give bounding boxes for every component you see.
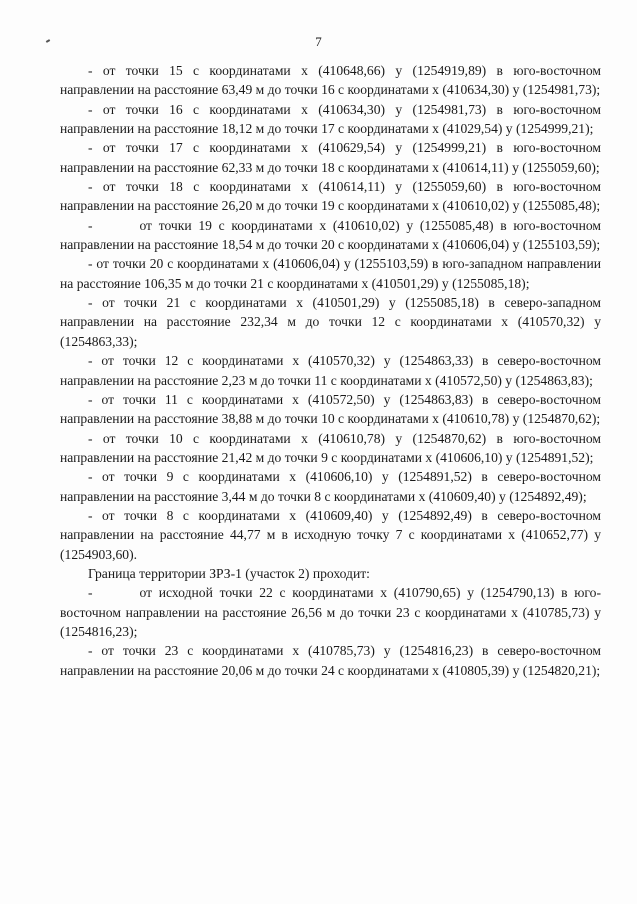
- paragraph-segment-9-8: - от точки 9 с координатами х (410606,10) у (1254891,52) в северо-восточном направлении на расстояние 3,44 м до точки 8 с координатами х (410609,40) у (1254892,49);: [60, 469, 601, 504]
- paragraph-segment-23-24: - от точки 23 с координатами х (410785,73) у (1254816,23) в северо-восточном направлении на расстояние 20,06 м до точки 24 с координатами х (410805,39) у (1254820,21);: [60, 643, 601, 678]
- paragraph-segment-15-16: - от точки 15 с координатами х (410648,66) у (1254919,89) в юго-восточном направлении на расстояние 63,49 м до точки 16 с координатами х (410634,30) у (1254981,73);: [60, 63, 601, 98]
- paragraph-segment-16-17: - от точки 16 с координатами х (410634,30) у (1254981,73) в юго-восточном направлении на расстояние 18,12 м до точки 17 с координатами х (41029,54) у (1254999,21);: [60, 101, 601, 137]
- document-body: [60, 61, 601, 680]
- paragraph-segment-21-12: - от точки 21 с координатами х (410501,29) у (1255085,18) в северо-западном направлении на расстояние 232,34 м до точки 12 с координатами х (410570,32) у (1254863,33);: [60, 295, 601, 349]
- paragraph-segment-20-21: - от точки 20 с координатами х (410606,04) у (1255103,59) в юго-западном направлении на расстояние 106,35 м до точки 21 с координатами х (410501,29) у (1255085,18);: [60, 256, 601, 291]
- page-number: 7: [315, 34, 322, 49]
- section-heading-zrz1-plot2: Граница территории ЗРЗ-1 (участок 2) проходит:: [88, 565, 370, 581]
- paragraph-segment-19-20: - от точки 19 с координатами х (410610,02) у (1255085,48) в юго-восточном направлении на расстояние 18,54 м до точки 20 с координатами х (410606,04) у (1255103,59);: [60, 217, 601, 253]
- paragraph-segment-10-9: - от точки 10 с координатами х (410610,78) у (1254870,62) в юго-восточном направлении на расстояние 21,42 м до точки 9 с координатами х (410606,10) у (1254891,52);: [60, 430, 601, 465]
- paragraph-segment-8-7: - от точки 8 с координатами х (410609,40) у (1254892,49) в северо-восточном направлении на расстояние 44,77 м в исходную точку 7 с координатами х (410652,77) у (1254903,60).: [60, 507, 601, 562]
- paragraph-segment-17-18: - от точки 17 с координатами х (410629,54) у (1254999,21) в юго-восточном направлении на расстояние 62,33 м до точки 18 с координатами х (410614,11) у (1255059,60);: [60, 140, 601, 175]
- paragraph-segment-18-19: - от точки 18 с координатами х (410614,11) у (1255059,60) в юго-восточном направлении на расстояние 26,20 м до точки 19 с координатами х (410610,02) у (1255085,48);: [60, 179, 601, 214]
- paragraph-segment-12-11: - от точки 12 с координатами х (410570,32) у (1254863,33) в северо-восточном направлении на расстояние 2,23 м до точки 11 с координатами х (410572,50) у (1254863,83);: [60, 353, 601, 388]
- paragraph-segment-11-10: - от точки 11 с координатами х (410572,50) у (1254863,83) в северо-восточном направлении на расстояние 38,88 м до точки 10 с координатами х (410610,78) у (1254870,62);: [60, 391, 601, 427]
- paragraph-segment-22-23: - от исходной точки 22 с координатами х (410790,65) у (1254790,13) в юго-восточном направлении на расстояние 26,56 м до точки 23 с координатами х (410785,73) у (1254816,23);: [60, 585, 601, 639]
